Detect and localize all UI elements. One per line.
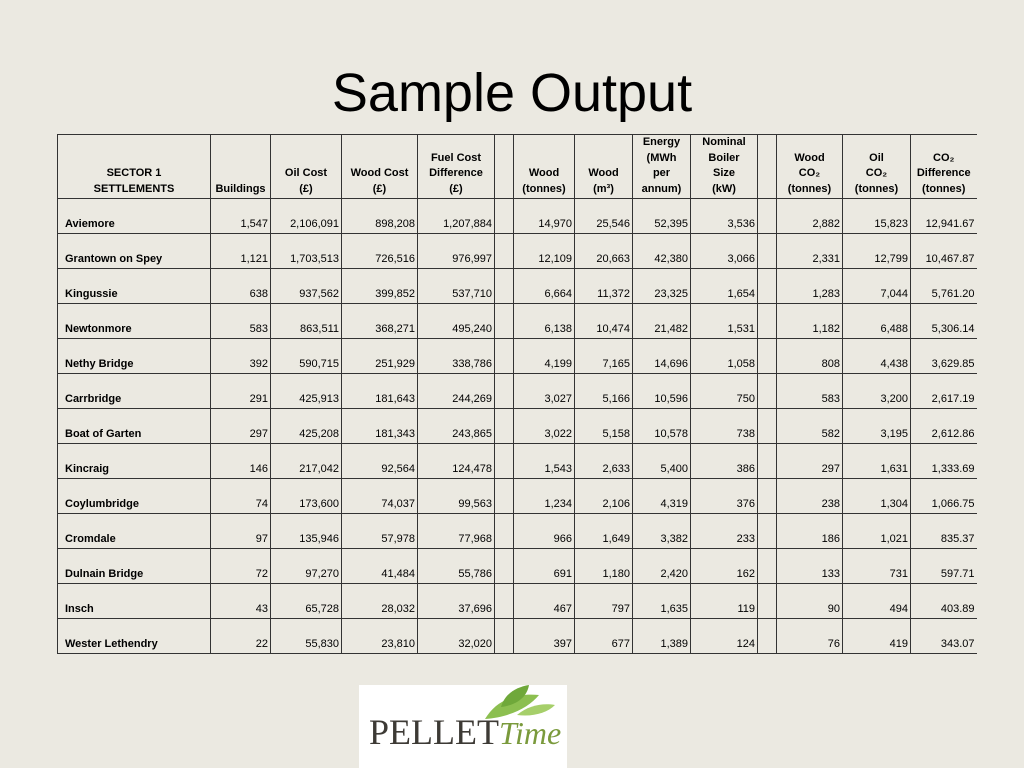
column-header-line: (£) bbox=[449, 182, 463, 195]
table-cell: 1,649 bbox=[575, 514, 633, 549]
column-header-line: CO₂ bbox=[865, 167, 888, 179]
table-cell: 32,020 bbox=[418, 619, 495, 654]
table-cell: 42,380 bbox=[633, 234, 691, 269]
column-header bbox=[691, 135, 758, 199]
table-cell: 7,044 bbox=[843, 269, 911, 304]
table-cell: 2,106 bbox=[575, 479, 633, 514]
table-row bbox=[58, 409, 977, 444]
table-cell: 1,021 bbox=[843, 514, 911, 549]
column-header-line: Fuel Cost bbox=[430, 151, 482, 164]
table-cell: 5,306.14 bbox=[911, 304, 977, 339]
table-cell: 23,810 bbox=[342, 619, 418, 654]
table-cell: 597.71 bbox=[911, 549, 977, 584]
table-cell: 583 bbox=[211, 304, 271, 339]
table-cell: 1,635 bbox=[633, 584, 691, 619]
table-cell: 1,180 bbox=[575, 549, 633, 584]
table-cell bbox=[758, 479, 777, 514]
column-header bbox=[58, 135, 211, 199]
table-cell: 3,195 bbox=[843, 409, 911, 444]
table-cell: 425,208 bbox=[271, 409, 342, 444]
table-cell: 726,516 bbox=[342, 234, 418, 269]
table-cell: 3,200 bbox=[843, 374, 911, 409]
table-cell: 835.37 bbox=[911, 514, 977, 549]
table-cell: 97 bbox=[211, 514, 271, 549]
table-cell: 590,715 bbox=[271, 339, 342, 374]
column-header bbox=[211, 135, 271, 199]
table-cell: 582 bbox=[777, 409, 843, 444]
table-cell: 11,372 bbox=[575, 269, 633, 304]
column-header-line: (m³) bbox=[593, 182, 614, 195]
column-header bbox=[342, 135, 418, 199]
table-cell: 217,042 bbox=[271, 444, 342, 479]
table-cell: 419 bbox=[843, 619, 911, 654]
table-cell bbox=[495, 234, 514, 269]
settlement-name-cell: Insch bbox=[58, 584, 211, 619]
table-cell: 15,823 bbox=[843, 199, 911, 234]
table-cell bbox=[758, 549, 777, 584]
table-cell: 1,703,513 bbox=[271, 234, 342, 269]
column-header-line: Boiler bbox=[708, 151, 740, 164]
table-cell: 133 bbox=[777, 549, 843, 584]
table-cell: 537,710 bbox=[418, 269, 495, 304]
table-row bbox=[58, 619, 977, 654]
settlement-name-cell: Carrbridge bbox=[58, 374, 211, 409]
table-cell: 14,696 bbox=[633, 339, 691, 374]
column-header bbox=[271, 135, 342, 199]
column-header-line: Size bbox=[712, 167, 735, 179]
table-cell: 494 bbox=[843, 584, 911, 619]
table-cell: 90 bbox=[777, 584, 843, 619]
column-header-line: (£) bbox=[372, 182, 387, 195]
table-cell bbox=[495, 269, 514, 304]
column-header-line: SETTLEMENTS bbox=[93, 182, 175, 195]
table-cell bbox=[495, 479, 514, 514]
table-row bbox=[58, 444, 977, 479]
table-cell bbox=[758, 234, 777, 269]
table-cell bbox=[758, 199, 777, 234]
table-row bbox=[58, 549, 977, 584]
table-cell: 677 bbox=[575, 619, 633, 654]
table-cell: 966 bbox=[514, 514, 575, 549]
table-body bbox=[58, 199, 977, 654]
table-row bbox=[58, 304, 977, 339]
table-row bbox=[58, 374, 977, 409]
table-cell: 186 bbox=[777, 514, 843, 549]
table-cell: 119 bbox=[691, 584, 758, 619]
table-cell bbox=[758, 409, 777, 444]
table-cell bbox=[758, 339, 777, 374]
column-header-line: (tonnes) bbox=[854, 182, 899, 195]
table-cell: 52,395 bbox=[633, 199, 691, 234]
table-cell: 392 bbox=[211, 339, 271, 374]
column-header bbox=[575, 135, 633, 199]
table-cell bbox=[758, 269, 777, 304]
table-cell: 863,511 bbox=[271, 304, 342, 339]
table-cell: 28,032 bbox=[342, 584, 418, 619]
table-cell: 1,121 bbox=[211, 234, 271, 269]
settlement-name-cell: Wester Lethendry bbox=[58, 619, 211, 654]
table-cell: 6,488 bbox=[843, 304, 911, 339]
table-cell: 74,037 bbox=[342, 479, 418, 514]
table-cell: 97,270 bbox=[271, 549, 342, 584]
table-cell: 291 bbox=[211, 374, 271, 409]
table-cell bbox=[495, 199, 514, 234]
table-cell: 6,664 bbox=[514, 269, 575, 304]
column-header-line: per bbox=[652, 167, 671, 179]
table-cell: 4,199 bbox=[514, 339, 575, 374]
column-header-line: Nominal bbox=[702, 136, 746, 148]
settlement-name-cell: Grantown on Spey bbox=[58, 234, 211, 269]
table-cell: 181,643 bbox=[342, 374, 418, 409]
table-cell: 20,663 bbox=[575, 234, 633, 269]
column-header-line: Oil bbox=[869, 151, 884, 164]
table-row bbox=[58, 269, 977, 304]
table-cell: 12,799 bbox=[843, 234, 911, 269]
table-row bbox=[58, 479, 977, 514]
settlement-name-cell: Kincraig bbox=[58, 444, 211, 479]
table-cell: 368,271 bbox=[342, 304, 418, 339]
column-header-line: (tonnes) bbox=[787, 182, 832, 195]
column-header bbox=[495, 135, 514, 199]
table-cell: 12,941.67 bbox=[911, 199, 977, 234]
table-cell: 5,761.20 bbox=[911, 269, 977, 304]
column-header bbox=[633, 135, 691, 199]
table-row bbox=[58, 199, 977, 234]
table-cell: 243,865 bbox=[418, 409, 495, 444]
table-cell: 495,240 bbox=[418, 304, 495, 339]
table-cell: 76 bbox=[777, 619, 843, 654]
settlement-name-cell: Aviemore bbox=[58, 199, 211, 234]
column-header-line: Oil Cost bbox=[284, 167, 328, 179]
table-cell: 467 bbox=[514, 584, 575, 619]
table-cell: 77,968 bbox=[418, 514, 495, 549]
table-row bbox=[58, 514, 977, 549]
column-header-line: Difference bbox=[429, 167, 483, 179]
column-header-line: (tonnes) bbox=[922, 182, 966, 195]
table-cell bbox=[495, 584, 514, 619]
table-cell: 297 bbox=[211, 409, 271, 444]
table-cell: 5,166 bbox=[575, 374, 633, 409]
table-cell: 2,420 bbox=[633, 549, 691, 584]
table-cell: 343.07 bbox=[911, 619, 977, 654]
table-cell: 244,269 bbox=[418, 374, 495, 409]
column-header-line: annum) bbox=[641, 182, 682, 195]
table-cell: 74 bbox=[211, 479, 271, 514]
column-header-line: SECTOR 1 bbox=[106, 167, 162, 179]
table-cell: 691 bbox=[514, 549, 575, 584]
table-cell: 10,474 bbox=[575, 304, 633, 339]
table-cell: 4,438 bbox=[843, 339, 911, 374]
table-cell bbox=[495, 409, 514, 444]
table-cell bbox=[758, 584, 777, 619]
table-cell: 55,786 bbox=[418, 549, 495, 584]
settlement-name-cell: Newtonmore bbox=[58, 304, 211, 339]
table-cell: 425,913 bbox=[271, 374, 342, 409]
table-cell: 3,027 bbox=[514, 374, 575, 409]
table-cell: 1,389 bbox=[633, 619, 691, 654]
column-header-line: (MWh bbox=[646, 151, 677, 164]
settlements-table bbox=[57, 134, 977, 654]
table-cell: 10,467.87 bbox=[911, 234, 977, 269]
table-cell: 797 bbox=[575, 584, 633, 619]
logo-text-accent: Time bbox=[498, 715, 562, 751]
column-header-line: (tonnes) bbox=[522, 182, 566, 195]
table-cell: 99,563 bbox=[418, 479, 495, 514]
table-cell: 1,547 bbox=[211, 199, 271, 234]
table-cell: 898,208 bbox=[342, 199, 418, 234]
table-cell bbox=[758, 444, 777, 479]
table-cell: 181,343 bbox=[342, 409, 418, 444]
table-cell: 21,482 bbox=[633, 304, 691, 339]
table-cell: 1,304 bbox=[843, 479, 911, 514]
table-cell: 808 bbox=[777, 339, 843, 374]
settlement-name-cell: Boat of Garten bbox=[58, 409, 211, 444]
table-cell: 55,830 bbox=[271, 619, 342, 654]
table-cell: 173,600 bbox=[271, 479, 342, 514]
table-cell: 6,138 bbox=[514, 304, 575, 339]
table-cell: 3,382 bbox=[633, 514, 691, 549]
column-header-line: Wood bbox=[794, 151, 825, 164]
table-cell bbox=[495, 339, 514, 374]
table-cell: 1,283 bbox=[777, 269, 843, 304]
table-cell: 386 bbox=[691, 444, 758, 479]
table-cell: 1,654 bbox=[691, 269, 758, 304]
column-header bbox=[777, 135, 843, 199]
column-header-line: (kW) bbox=[712, 182, 736, 195]
column-header-line: Wood Cost bbox=[350, 167, 409, 179]
settlement-name-cell: Cromdale bbox=[58, 514, 211, 549]
column-header-line: CO₂ bbox=[798, 167, 821, 179]
column-header-line: Difference bbox=[916, 167, 971, 179]
settlement-name-cell: Coylumbridge bbox=[58, 479, 211, 514]
settlement-name-cell: Kingussie bbox=[58, 269, 211, 304]
column-header bbox=[911, 135, 977, 199]
table-cell: 2,106,091 bbox=[271, 199, 342, 234]
table-cell: 397 bbox=[514, 619, 575, 654]
table-cell: 25,546 bbox=[575, 199, 633, 234]
table-cell: 1,543 bbox=[514, 444, 575, 479]
table-cell bbox=[758, 514, 777, 549]
table-cell: 135,946 bbox=[271, 514, 342, 549]
column-header-line: Buildings bbox=[215, 182, 266, 195]
table-cell bbox=[495, 619, 514, 654]
table-cell: 1,058 bbox=[691, 339, 758, 374]
table-cell: 1,182 bbox=[777, 304, 843, 339]
table-cell bbox=[495, 514, 514, 549]
table-cell: 238 bbox=[777, 479, 843, 514]
table-cell: 638 bbox=[211, 269, 271, 304]
table-header-row bbox=[58, 135, 977, 199]
table-cell: 1,207,884 bbox=[418, 199, 495, 234]
table-cell: 738 bbox=[691, 409, 758, 444]
table-cell: 251,929 bbox=[342, 339, 418, 374]
table-cell: 3,536 bbox=[691, 199, 758, 234]
table-cell: 2,331 bbox=[777, 234, 843, 269]
table-cell: 5,158 bbox=[575, 409, 633, 444]
table-cell: 937,562 bbox=[271, 269, 342, 304]
table-cell: 1,631 bbox=[843, 444, 911, 479]
table-cell bbox=[495, 304, 514, 339]
logo-text-main: PELLET bbox=[369, 712, 499, 752]
table-cell: 14,970 bbox=[514, 199, 575, 234]
table-cell: 376 bbox=[691, 479, 758, 514]
table-cell bbox=[495, 444, 514, 479]
column-header-line: (£) bbox=[299, 182, 313, 195]
column-header bbox=[418, 135, 495, 199]
table-cell: 976,997 bbox=[418, 234, 495, 269]
table-cell: 10,596 bbox=[633, 374, 691, 409]
table-cell: 65,728 bbox=[271, 584, 342, 619]
table-cell: 338,786 bbox=[418, 339, 495, 374]
table-cell bbox=[758, 374, 777, 409]
table-cell: 2,633 bbox=[575, 444, 633, 479]
column-header-line: Wood bbox=[588, 167, 619, 179]
table-cell: 10,578 bbox=[633, 409, 691, 444]
table-cell bbox=[495, 549, 514, 584]
table-cell bbox=[758, 304, 777, 339]
settlement-name-cell: Nethy Bridge bbox=[58, 339, 211, 374]
column-header bbox=[514, 135, 575, 199]
column-header bbox=[758, 135, 777, 199]
table-cell: 1,531 bbox=[691, 304, 758, 339]
table-cell: 37,696 bbox=[418, 584, 495, 619]
column-header bbox=[843, 135, 911, 199]
table-cell: 1,333.69 bbox=[911, 444, 977, 479]
pelletime-logo bbox=[359, 685, 567, 768]
column-header-line: CO₂ bbox=[933, 151, 955, 164]
table-cell: 1,066.75 bbox=[911, 479, 977, 514]
table-cell: 1,234 bbox=[514, 479, 575, 514]
table-row bbox=[58, 584, 977, 619]
table-cell bbox=[758, 619, 777, 654]
table-cell: 124,478 bbox=[418, 444, 495, 479]
table-cell bbox=[495, 374, 514, 409]
table-cell: 41,484 bbox=[342, 549, 418, 584]
table-cell: 3,022 bbox=[514, 409, 575, 444]
slide-title: Sample Output bbox=[331, 63, 693, 123]
table-cell: 22 bbox=[211, 619, 271, 654]
table-cell: 12,109 bbox=[514, 234, 575, 269]
table-cell: 124 bbox=[691, 619, 758, 654]
table-cell: 233 bbox=[691, 514, 758, 549]
table-cell: 92,564 bbox=[342, 444, 418, 479]
table-cell: 2,882 bbox=[777, 199, 843, 234]
table-cell: 4,319 bbox=[633, 479, 691, 514]
table-cell: 5,400 bbox=[633, 444, 691, 479]
table-cell: 7,165 bbox=[575, 339, 633, 374]
column-header-line: Wood bbox=[528, 167, 560, 179]
table-cell: 2,612.86 bbox=[911, 409, 977, 444]
table-cell: 403.89 bbox=[911, 584, 977, 619]
table-cell: 162 bbox=[691, 549, 758, 584]
column-header-line: Energy bbox=[642, 136, 681, 148]
logo-wordmark bbox=[369, 711, 561, 753]
table-cell: 57,978 bbox=[342, 514, 418, 549]
table-row bbox=[58, 339, 977, 374]
table-cell: 146 bbox=[211, 444, 271, 479]
table-row bbox=[58, 234, 977, 269]
table-cell: 2,617.19 bbox=[911, 374, 977, 409]
table-cell: 731 bbox=[843, 549, 911, 584]
table-cell: 3,629.85 bbox=[911, 339, 977, 374]
table-cell: 583 bbox=[777, 374, 843, 409]
table-cell: 43 bbox=[211, 584, 271, 619]
table-cell: 23,325 bbox=[633, 269, 691, 304]
table-cell: 750 bbox=[691, 374, 758, 409]
table-cell: 72 bbox=[211, 549, 271, 584]
table-cell: 297 bbox=[777, 444, 843, 479]
table-cell: 3,066 bbox=[691, 234, 758, 269]
table-cell: 399,852 bbox=[342, 269, 418, 304]
settlement-name-cell: Dulnain Bridge bbox=[58, 549, 211, 584]
